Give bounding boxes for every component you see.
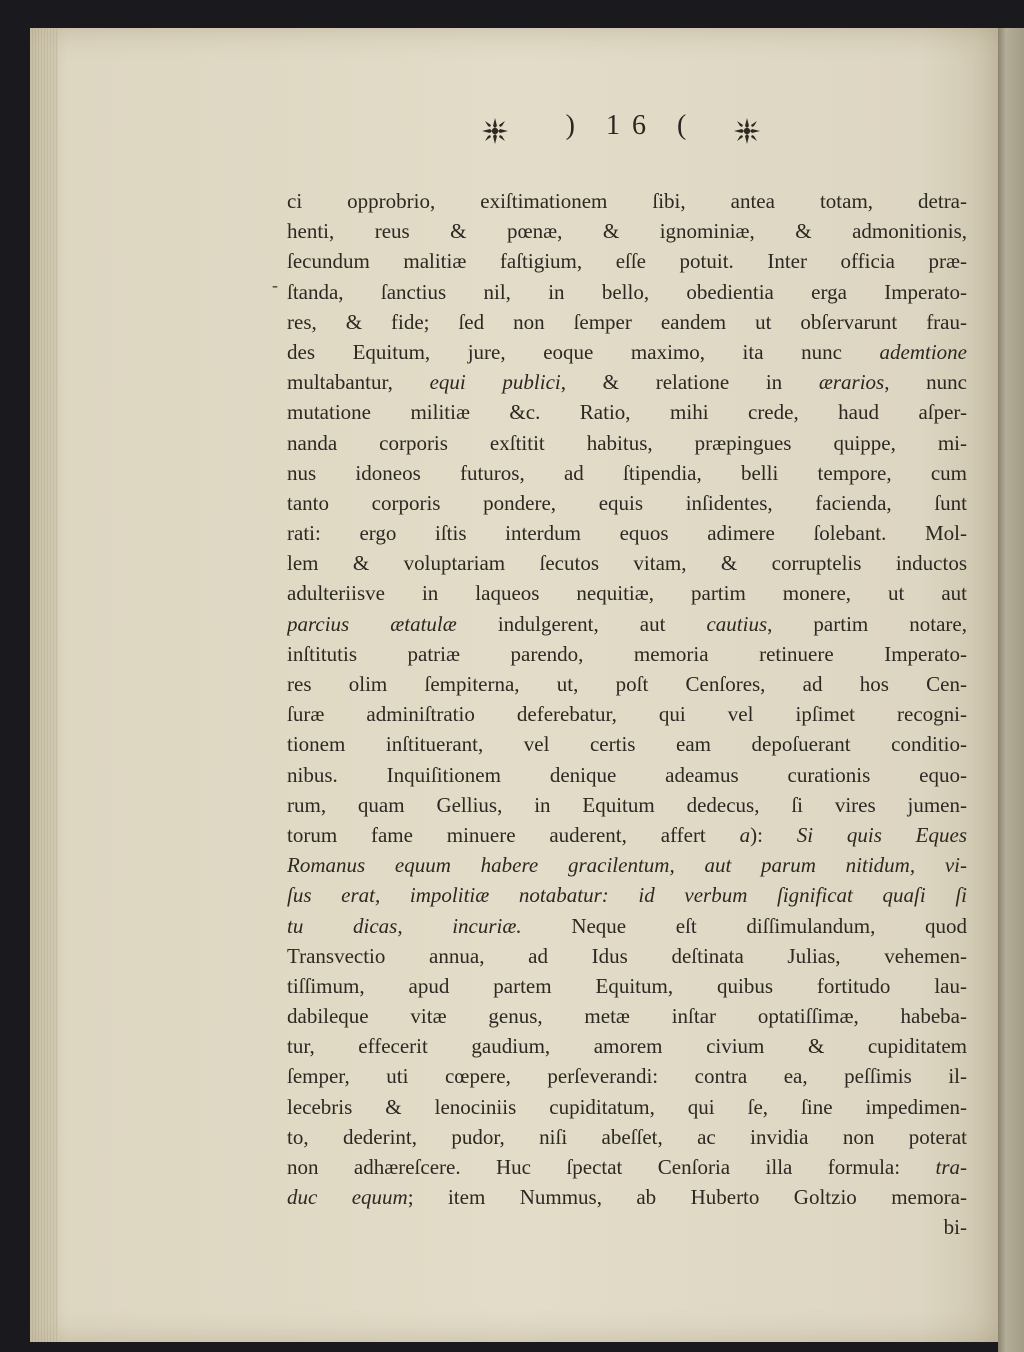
text-line [287, 428, 967, 458]
text-line [287, 820, 967, 850]
text-segment: bi- [943, 1215, 967, 1240]
text-segment: des Equitum, jure, eoque maximo, ita nunc [287, 339, 880, 364]
text-segment: torum fame minuere auderent, affert [287, 822, 740, 847]
text-segment: Neque eſt diſſimulandum, quod [521, 913, 967, 938]
text-segment: ſecundum malitiæ faſtigium, eſſe potuit. Inter officia præ- [287, 249, 967, 274]
text-segment: inſtitutis patriæ parendo, memoria retinuere Imperato- [287, 641, 967, 666]
text-line [287, 1092, 967, 1122]
text-segment: ſus erat, impolitiæ notabatur: id verbum ſignificat quaſi ſi [287, 883, 967, 908]
text-line [287, 216, 967, 246]
text-line [287, 639, 967, 669]
text-segment: lem & voluptariam ſecutos vitam, & corruptelis inductos [287, 551, 967, 576]
text-line [287, 609, 967, 639]
text-segment: ſtanda, ſanctius nil, in bello, obedientia erga Imperato- [287, 279, 967, 304]
text-segment: duc equum [287, 1185, 408, 1210]
text-segment: ci opprobrio, exiſtimationem ſibi, antea totam, detra- [287, 189, 967, 213]
text-segment: Transvectio annua, ad Idus deſtinata Julias, vehemen- [287, 943, 967, 968]
text-line [287, 397, 967, 427]
text-segment: cautius [706, 611, 768, 636]
text-segment: to, dederint, pudor, niſi abeſſet, ac invidia non poterat [287, 1124, 967, 1149]
text-segment: tur, effecerit gaudium, amorem civium & cupiditatem [287, 1034, 967, 1059]
text-line [287, 307, 967, 337]
text-line [287, 367, 967, 397]
text-line [287, 941, 967, 971]
text-line [287, 518, 967, 548]
text-segment: nanda corporis exſtitit habitus, præpingues quippe, mi- [287, 430, 967, 455]
text-segment: non adhæreſcere. Huc ſpectat Cenſoria illa formula: [287, 1155, 936, 1179]
text-line [287, 337, 967, 367]
text-line [287, 578, 967, 608]
text-line [287, 699, 967, 729]
text-segment: rum, quam Gellius, in Equitum dedecus, ſi vires jumen- [287, 792, 967, 817]
fleuron-icon [480, 116, 510, 146]
text-line [287, 850, 967, 880]
body-text [287, 186, 967, 1243]
page-number: ) 16 ( [565, 110, 699, 141]
text-segment: , partim notare, [767, 611, 967, 636]
text-line [287, 971, 967, 1001]
text-line [287, 246, 967, 276]
text-segment: tionem inſtituerant, vel certis eam depoſuerant conditio- [287, 732, 967, 757]
ink-mark: - [272, 275, 278, 295]
text-line [287, 911, 967, 941]
text-segment: Si quis Eques [796, 822, 967, 847]
page-header [450, 110, 850, 170]
text-segment: a [739, 822, 751, 847]
text-line [287, 880, 967, 910]
text-line [287, 1031, 967, 1061]
text-segment: Romanus equum habere gracilentum, aut parum nitidum, vi- [287, 853, 967, 878]
text-segment: equi publici [429, 370, 561, 395]
text-line [287, 1152, 967, 1182]
text-segment: ſuræ adminiſtratio deferebatur, qui vel ipſimet recogni- [287, 702, 967, 727]
text-segment: tu dicas, incuriæ. [287, 913, 522, 938]
text-segment: mutatione militiæ &c. Ratio, mihi crede, haud aſper- [287, 400, 967, 425]
text-segment: multabantur, [287, 370, 430, 395]
text-segment: tanto corporis pondere, equis inſidentes, facienda, ſunt [287, 490, 967, 515]
adjacent-page-edge [998, 28, 1024, 1352]
text-segment: parcius ætatulæ [287, 611, 457, 636]
text-segment: nibus. Inquiſitionem denique adeamus curationis equo- [287, 762, 967, 787]
text-segment: , & relatione in [560, 370, 819, 395]
text-segment: lecebris & lenociniis cupiditatum, qui ſe, ſine impedimen- [287, 1094, 967, 1119]
text-segment: nus idoneos futuros, ad ſtipendia, belli tempore, cum [287, 460, 967, 485]
text-line [287, 488, 967, 518]
text-segment: res, & fide; ſed non ſemper eandem ut obſervarunt frau- [287, 309, 967, 334]
text-segment: ademtione [879, 339, 967, 364]
text-segment: henti, reus & pœnæ, & ignominiæ, & admonitionis, [287, 219, 967, 244]
text-line [287, 669, 967, 699]
page-gutter [30, 28, 58, 1342]
text-segment: rati: ergo iſtis interdum equos adimere ſolebant. Mol- [287, 521, 967, 546]
text-line [287, 790, 967, 820]
text-segment: res olim ſempiterna, ut, poſt Cenſores, ad hos Cen- [287, 672, 967, 696]
fleuron-icon [732, 116, 762, 146]
text-segment: ): [750, 822, 797, 847]
text-line [287, 186, 967, 216]
text-segment: dabileque vitæ genus, metæ inſtar optatiſſimæ, habeba- [287, 1004, 967, 1029]
text-line [287, 760, 967, 790]
text-line [287, 1122, 967, 1152]
text-segment: adulteriisve in laqueos nequitiæ, partim monere, ut aut [287, 581, 967, 606]
text-segment: ; item Nummus, ab Huberto Goltzio memora- [407, 1185, 967, 1210]
text-segment: tiſſimum, apud partem Equitum, quibus fortitudo lau- [287, 973, 967, 998]
text-line [287, 277, 967, 307]
text-segment: ſemper, uti cœpere, perſeverandi: contra ea, peſſimis il- [287, 1064, 967, 1089]
text-line [287, 1212, 967, 1242]
text-line [287, 1182, 967, 1212]
text-segment: tra- [935, 1155, 967, 1179]
text-line [287, 548, 967, 578]
text-line [287, 458, 967, 488]
text-line [287, 1001, 967, 1031]
text-segment: ærarios [818, 370, 885, 395]
text-line [287, 1061, 967, 1091]
text-segment: , nunc [884, 370, 967, 395]
text-segment: indulgerent, aut [456, 611, 707, 636]
text-line [287, 729, 967, 759]
